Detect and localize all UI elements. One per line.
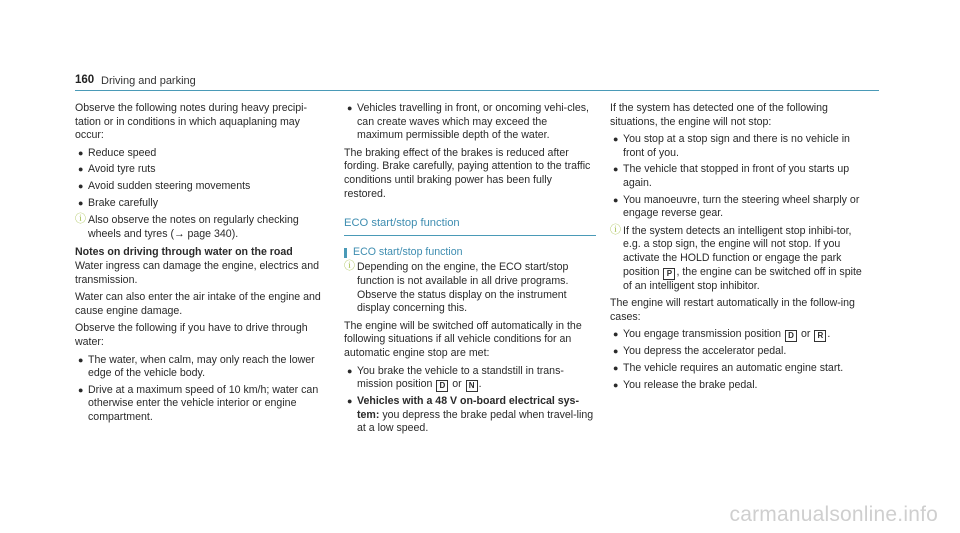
bullet-icon: ●: [78, 384, 84, 395]
list-item: ● You depress the accelerator pedal.: [613, 345, 787, 358]
auto-off-paragraph: The engine will be switched off automatically in the following situations if all vehicle conditions for an automatic engine stop are met:: [344, 319, 582, 359]
bullet-icon: ●: [613, 379, 619, 390]
page-header: [75, 74, 879, 91]
paragraph: Water can also enter the air intake of the engine and cause engine damage.: [75, 291, 321, 317]
bullet-icon: ●: [613, 362, 619, 373]
column-left: [75, 102, 325, 428]
list-item: ● Avoid tyre ruts: [78, 163, 156, 176]
note-wheels: ⓘ Also observe the notes on regularly checking wheels and tyres (→ page 340).: [75, 213, 299, 240]
gear-r-icon: R: [814, 330, 826, 342]
section-title: Driving and parking: [101, 75, 196, 87]
list-item: ● You engage transmission position D or R .: [613, 328, 831, 341]
list-item: ● You release the brake pedal.: [613, 378, 758, 391]
heading-bar: [344, 248, 347, 258]
info-note-icon: ⓘ: [344, 260, 355, 273]
bullet-icon: ●: [347, 103, 353, 113]
bullet-icon: ●: [78, 147, 84, 158]
auto-off-list: [344, 365, 596, 436]
bullet-icon: ●: [613, 164, 619, 175]
info-note-icon: ⓘ: [610, 223, 621, 236]
gear-p-icon: P: [663, 268, 675, 280]
list-item: ● You manoeuvre, turn the steering wheel sharply or engage reverse gear.: [613, 193, 860, 220]
not-stop-intro: If the system has detected one of the following situations, the engine will not stop:: [610, 102, 828, 128]
intro-text: Observe the following notes during heavy precipi-tation or in conditions in which aquaplaning may occur:: [75, 102, 308, 142]
bullet-icon: ●: [78, 197, 84, 208]
list-item: ● You stop at a stop sign and there is no vehicle in front of you.: [613, 133, 850, 159]
water-heading: Notes on driving through water on the road: [75, 246, 293, 259]
water-list: [75, 354, 325, 425]
page-number: 160: [75, 74, 95, 86]
paragraph: Water ingress can damage the engine, electrics and transmission.: [75, 259, 319, 286]
list-item: ● Avoid sudden steering movements: [78, 179, 251, 192]
list-item: ● The water, when calm, may only reach the lower edge of the vehicle body.: [78, 353, 315, 380]
list-item: ● Drive at a maximum speed of 10 km/h; water can otherwise enter the vehicle interior or engine compartment.: [78, 383, 319, 423]
bullet-icon: ●: [613, 194, 619, 205]
restart-list: [610, 328, 865, 392]
info-note-icon: ⓘ: [75, 213, 86, 226]
bullet-icon: ●: [78, 180, 84, 191]
bullet-icon: ●: [347, 365, 353, 376]
eco-section-heading: ECO start/stop function: [344, 217, 596, 236]
precipitation-list: [75, 147, 325, 210]
not-stop-list: [610, 133, 865, 221]
list-item: ● The vehicle requires an automatic engine start.: [613, 361, 844, 374]
bullet-icon: ●: [347, 396, 353, 407]
gear-n-icon: N: [466, 380, 478, 392]
waves-list: [344, 102, 596, 143]
list-item: ● The vehicle that stopped in front of you starts up again.: [613, 163, 850, 189]
bullet-icon: ●: [78, 354, 84, 365]
watermark: carmanualsonline.info: [729, 503, 938, 526]
bullet-icon: ●: [78, 164, 84, 175]
column-right: [610, 102, 865, 396]
restart-paragraph: The engine will restart automatically in the follow-ing cases:: [610, 297, 855, 323]
list-item: ● Reduce speed: [78, 146, 157, 159]
bullet-icon: ●: [613, 134, 619, 145]
list-item: ● Brake carefully: [78, 196, 159, 209]
list-item: ● Vehicles travelling in front, or oncoming vehi-cles, can create waves which may exceed the maximum permissible depth of the water.: [347, 102, 589, 142]
gear-d-icon: D: [785, 330, 797, 342]
bullet-icon: ●: [613, 329, 619, 340]
paragraph: Observe the following if you have to drive through water:: [75, 322, 308, 348]
list-item: ● Vehicles with a 48 V on-board electrical sys-tem: you depress the brake pedal when travel-ling at a low speed.: [347, 395, 594, 435]
bullet-icon: ●: [613, 346, 619, 357]
braking-paragraph: The braking effect of the brakes is reduced after fording. Brake carefully, paying attention to the traffic conditions until braking power has been fully restored.: [344, 146, 591, 200]
gear-d-icon: D: [436, 380, 448, 392]
note-eco: ⓘ Depending on the engine, the ECO start/stop function is not available in all drive programs. Observe the status display on the instrument display concerning this.: [344, 260, 569, 315]
list-item: ● You brake the vehicle to a standstill in trans-mission position D or N .: [347, 364, 564, 391]
column-middle: [344, 102, 596, 440]
eco-subheading: ECO start/stop function: [344, 246, 596, 260]
note-inhibitor: ⓘ If the system detects an intelligent stop inhibi-tor, e.g. a stop sign, the engine will not stop. If you activate the HOLD function or engage the park position P , the engine can be switched off in spite of an intelligent stop inhibitor.: [610, 223, 862, 292]
